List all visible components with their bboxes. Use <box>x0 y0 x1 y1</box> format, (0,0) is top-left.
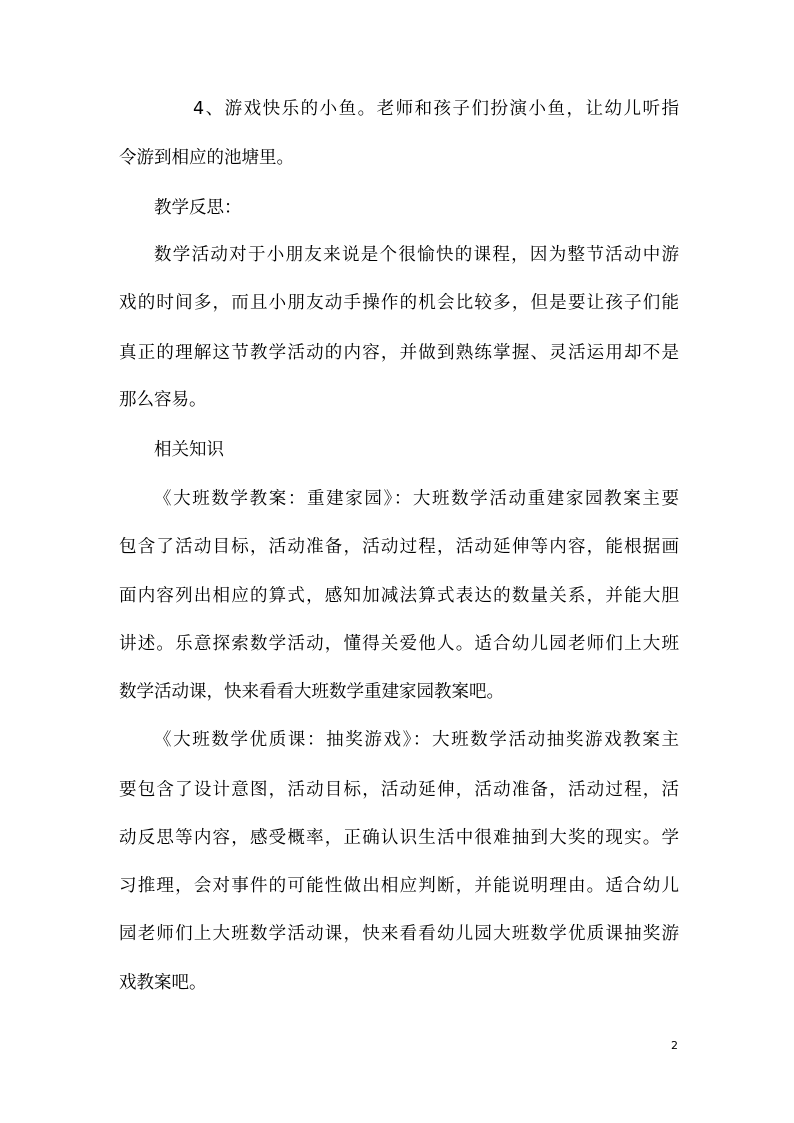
paragraph-line: 动反思等内容，感受概率，正确认识生活中很难抽到大奖的现实。学 <box>119 828 679 848</box>
page-number: 2 <box>671 1039 678 1052</box>
paragraph-line: 面内容列出相应的算式，感知加减法算式表达的数量关系，并能大胆 <box>119 586 679 606</box>
paragraph-line: 《大班数学优质课：抽奖游戏》：大班数学活动抽奖游戏教案主 <box>154 730 679 750</box>
paragraph-line: 数学活动对于小朋友来说是个很愉快的课程，因为整节活动中游 <box>154 245 679 265</box>
paragraph-line: 要包含了设计意图，活动目标，活动延伸，活动准备，活动过程，活 <box>119 780 679 800</box>
paragraph-line: 《大班数学教案：重建家园》：大班数学活动重建家园教案主要 <box>154 489 679 509</box>
paragraph-line: 习推理，会对事件的可能性做出相应判断，并能说明理由。适合幼儿 <box>119 876 679 896</box>
section-heading: 相关知识 <box>154 440 224 460</box>
paragraph-line: 戏的时间多，而且小朋友动手操作的机会比较多，但是要让孩子们能 <box>119 293 679 313</box>
paragraph-line: 讲述。乐意探索数学活动，懂得关爱他人。适合幼儿园老师们上大班 <box>119 634 679 654</box>
section-heading: 教学反思： <box>154 198 242 218</box>
paragraph-line: 真正的理解这节教学活动的内容，并做到熟练掌握、灵活运用却不是 <box>119 343 679 363</box>
paragraph-line: 4、游戏快乐的小鱼。老师和孩子们扮演小鱼，让幼儿听指 <box>193 99 679 119</box>
paragraph-line: 包含了活动目标，活动准备，活动过程，活动延伸等内容，能根据画 <box>119 537 679 557</box>
paragraph-line: 园老师们上大班数学活动课，快来看看幼儿园大班数学优质课抽奖游 <box>119 924 679 944</box>
paragraph-line: 那么容易。 <box>119 390 207 410</box>
paragraph-line: 戏教案吧。 <box>119 973 207 993</box>
paragraph-line: 令游到相应的池塘里。 <box>119 148 294 168</box>
paragraph-line: 数学活动课，快来看看大班数学重建家园教案吧。 <box>119 682 504 702</box>
